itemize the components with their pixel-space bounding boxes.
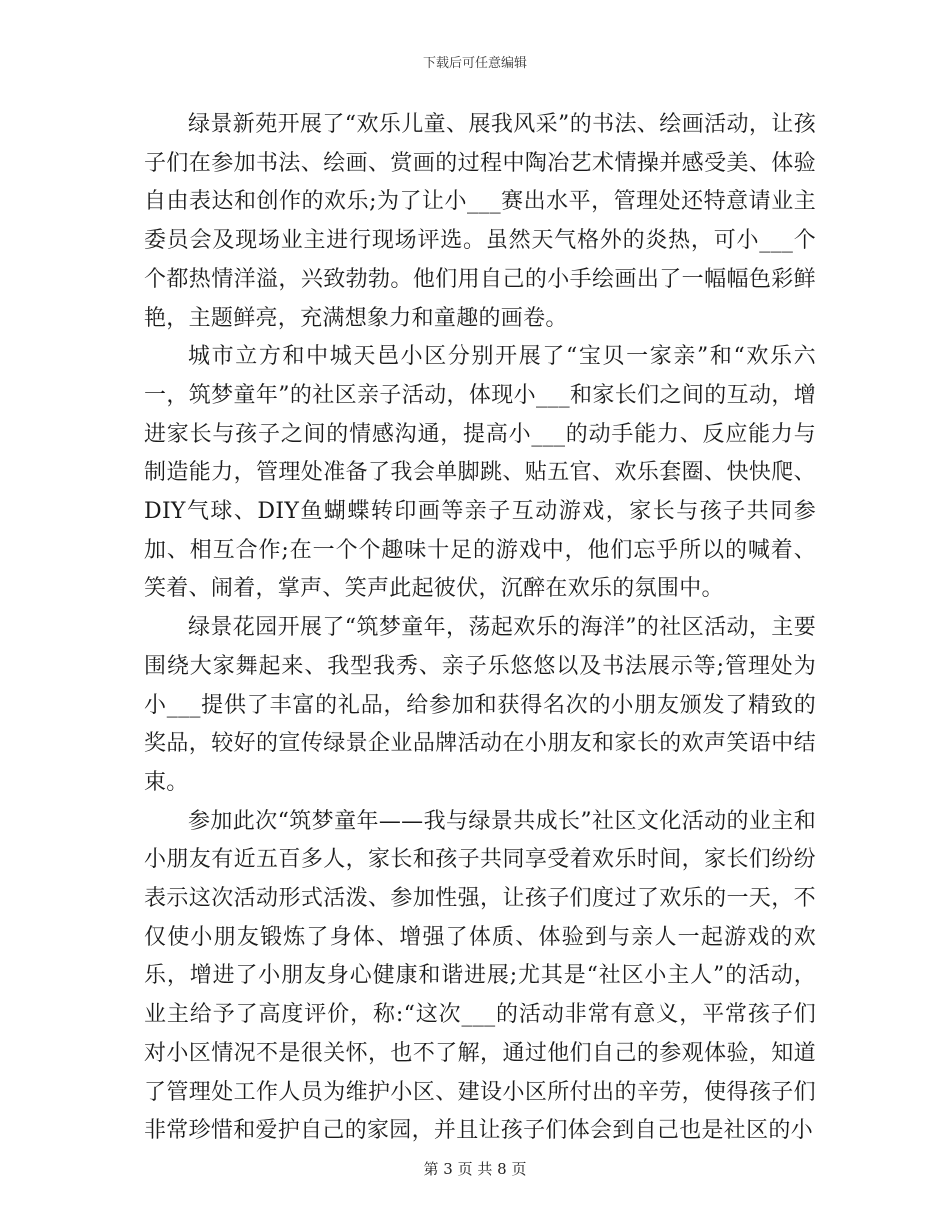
page-footer: 第 3 页 共 8 页 bbox=[423, 1160, 527, 1178]
page-header: 下载后可任意编辑 bbox=[422, 56, 527, 71]
document-body bbox=[144, 106, 816, 1151]
paragraph-activity-summary: 参加此次“筑梦童年——我与绿景共成长”社区文化活动的业主和小朋友有近五百多人，家长和孩子共同享受着欢乐时间，家长们纷纷表示这次活动形式活泼、参加性强，让孩子们度过了欢乐的一天，不仅使小朋友锻炼了身体、增强了体质、体验到与亲人一起游戏的欢乐，增进了小朋友身心健康和谐进展;尤其是“社区小主人”的活动，业主给予了高度评价，称:“这次___的活动非常有意义，平常孩子们对小区情况不是很关怀，也不了解，通过他们自己的参观体验，知道了管理处工作人员为维护小区、建设小区所付出的辛劳，使得孩子们非常珍惜和爱护自己的家园，并且让孩子们体会到自己也是社区的小 bbox=[144, 808, 816, 1144]
paragraph-lvjing-xinyuan: 绿景新苑开展了“欢乐儿童、展我风采”的书法、绘画活动，让孩子们在参加书法、绘画、赏画的过程中陶冶艺术情操并感受美、体验自由表达和创作的欢乐;为了让小___赛出水平，管理处还特意请业主委员会及现场业主进行现场评选。虽然天气格外的炎热，可小___个个都热情洋溢，兴致勃勃。他们用自己的小手绘画出了一幅幅色彩鲜艳，主题鲜亮，充满想象力和童趣的画卷。 bbox=[144, 112, 816, 331]
paragraph-lvjing-huayuan: 绿景花园开展了“筑梦童年，荡起欢乐的海洋”的社区活动，主要围绕大家舞起来、我型我秀、亲子乐悠悠以及书法展示等;管理处为小___提供了丰富的礼品，给参加和获得名次的小朋友颁发了精致的奖品，较好的宣传绿景企业品牌活动在小朋友和家长的欢声笑语中结束。 bbox=[144, 615, 816, 795]
paragraph-chengshi-lifang: 城市立方和中城天邑小区分别开展了“宝贝一家亲”和“欢乐六一，筑梦童年”的社区亲子活动，体现小___和家长们之间的互动，增进家长与孩子之间的情感沟通，提高小___的动手能力、反应能力与制造能力，管理处准备了我会单脚跳、贴五官、欢乐套圈、快快爬、DIY气球、DIY鱼蝴蝶转印画等亲子互动游戏，家长与孩子共同参加、相互合作;在一个个趣味十足的游戏中，他们忘乎所以的喊着、笑着、闹着，掌声、笑声此起彼伏，沉醉在欢乐的氛围中。 bbox=[144, 344, 816, 602]
